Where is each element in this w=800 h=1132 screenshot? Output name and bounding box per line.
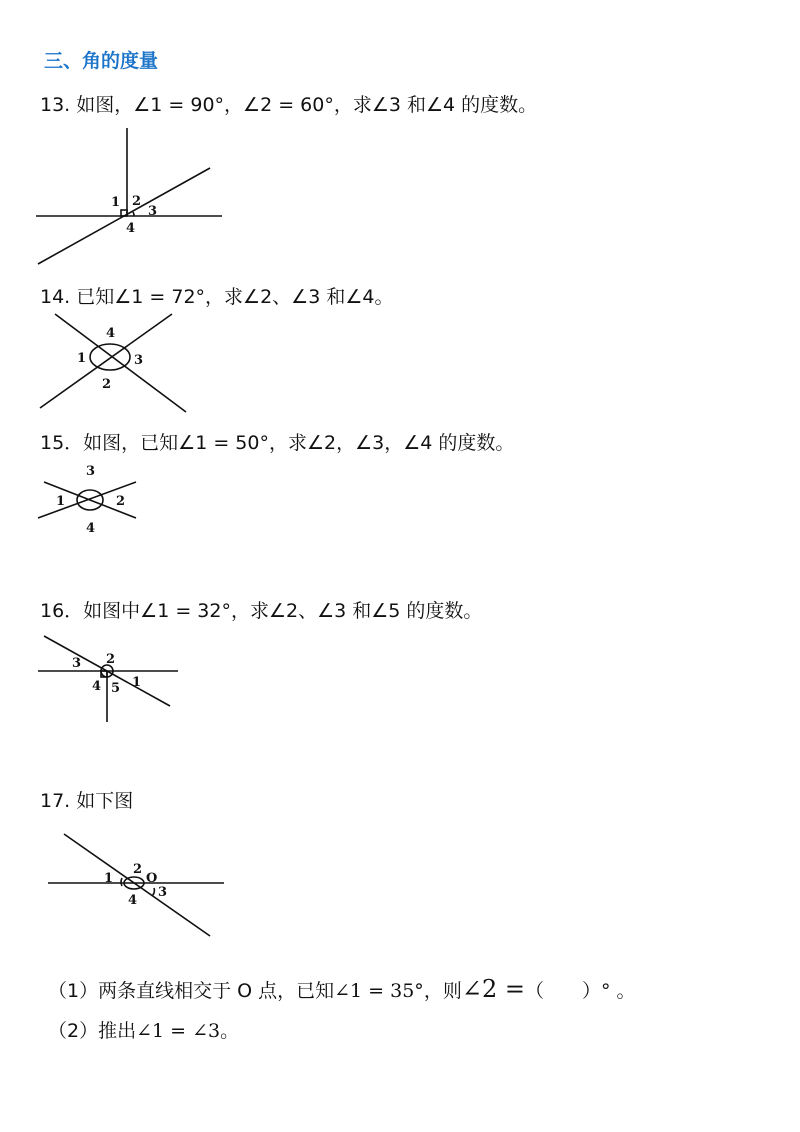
question-16-text: 16．如图中∠1 = 32°，求∠2、∠3 和∠5 的度数。 bbox=[40, 600, 483, 622]
fig17-label-3: 3 bbox=[158, 885, 168, 900]
fig17-label-1: 1 bbox=[104, 871, 114, 886]
fig14-line-a bbox=[55, 314, 186, 412]
section-title: 三、角的度量 bbox=[44, 50, 159, 72]
fig16-label-5: 5 bbox=[111, 681, 121, 696]
q17-subquestion-2 bbox=[48, 1016, 239, 1043]
q17-sub1-blank[interactable]: （ ） bbox=[524, 980, 601, 1002]
fig17-oblique-line bbox=[64, 834, 210, 936]
fig14-label-3: 3 bbox=[134, 353, 144, 368]
fig15-label-1: 1 bbox=[56, 494, 66, 509]
fig15-label-2: 2 bbox=[116, 494, 126, 509]
question-15-text: 15．如图，已知∠1 = 50°，求∠2，∠3，∠4 的度数。 bbox=[40, 432, 515, 454]
question-13-text: 13. 如图，∠1 = 90°，∠2 = 60°，求∠3 和∠4 的度数。 bbox=[40, 94, 538, 116]
fig15-label-4: 4 bbox=[86, 521, 96, 536]
q17-subquestion-1 bbox=[48, 975, 636, 1003]
fig13-label-1: 1 bbox=[111, 195, 121, 210]
fig17-label-O: O bbox=[146, 871, 158, 886]
q17-sub2-formula: ∠1 = ∠3 bbox=[136, 1020, 221, 1042]
figure-13 bbox=[0, 120, 260, 270]
fig14-angle-ellipse bbox=[90, 344, 130, 370]
fig14-label-4: 4 bbox=[106, 326, 116, 341]
figure-14 bbox=[0, 308, 220, 418]
fig17-angle-3-arc bbox=[152, 888, 154, 896]
q17-sub1-suffix: ° 。 bbox=[600, 980, 636, 1002]
fig14-label-2: 2 bbox=[102, 377, 112, 392]
figure-17 bbox=[0, 826, 240, 946]
fig13-label-2: 2 bbox=[132, 194, 142, 209]
q17-sub1-prefix: （1）两条直线相交于 O 点，已知 bbox=[48, 980, 335, 1002]
fig14-label-1: 1 bbox=[77, 351, 87, 366]
fig15-label-3: 3 bbox=[86, 464, 96, 479]
figure-16 bbox=[0, 628, 220, 728]
fig13-label-3: 3 bbox=[148, 204, 158, 219]
q17-sub1-mid: ，则 bbox=[423, 980, 462, 1002]
fig16-label-2: 2 bbox=[106, 652, 116, 667]
fig13-label-4: 4 bbox=[126, 221, 136, 236]
q17-sub2-prefix: （2）推出 bbox=[48, 1020, 137, 1042]
fig16-label-4: 4 bbox=[92, 679, 102, 694]
q17-sub1-ask: ∠2 = bbox=[461, 975, 525, 1003]
fig16-label-1: 1 bbox=[132, 675, 142, 690]
question-17-text: 17. 如下图 bbox=[40, 790, 134, 812]
question-14-text: 14. 已知∠1 = 72°，求∠2、∠3 和∠4。 bbox=[40, 286, 394, 308]
fig17-angle-1-arc bbox=[121, 878, 122, 886]
fig17-label-2: 2 bbox=[133, 862, 143, 877]
q17-sub2-suffix: 。 bbox=[220, 1020, 240, 1042]
fig17-label-4: 4 bbox=[128, 893, 138, 908]
figure-15 bbox=[0, 462, 180, 542]
q17-sub1-given: ∠1 = 35° bbox=[334, 980, 424, 1002]
fig16-label-3: 3 bbox=[72, 656, 82, 671]
